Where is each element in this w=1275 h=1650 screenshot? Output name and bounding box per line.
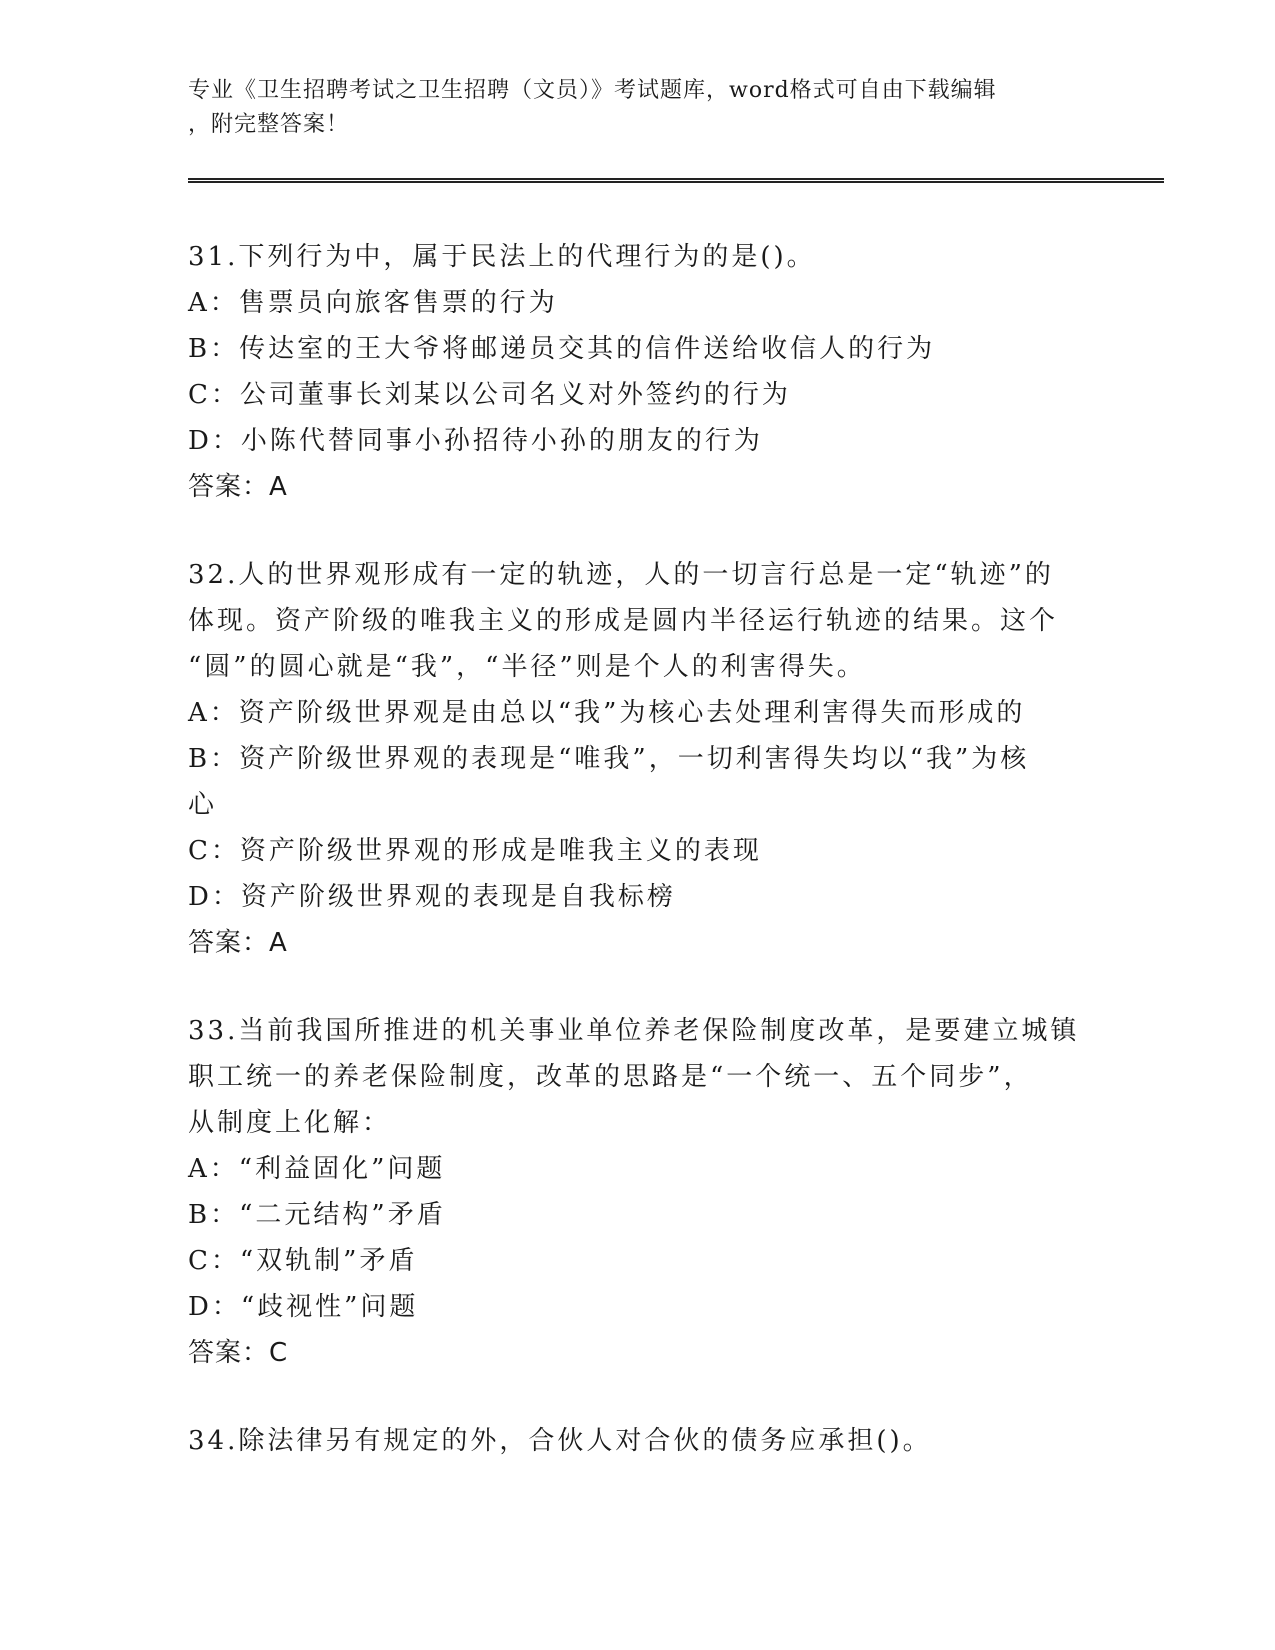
header-line-2: ，附完整答案！ xyxy=(188,112,350,137)
option-b: B：传达室的王大爷将邮递员交其的信件送给收信人的行为 xyxy=(188,334,936,364)
answer-line: 答案：A xyxy=(188,472,288,502)
question-32 xyxy=(188,552,1088,966)
option-c: C：公司董事长刘某以公司名义对外签约的行为 xyxy=(188,380,791,410)
question-stem: 职工统一的养老保险制度，改革的思路是“一个统一、五个同步”， xyxy=(188,1062,1033,1092)
question-stem: “圆”的圆心就是“我”，“半径”则是个人的利害得失。 xyxy=(188,652,866,682)
question-stem: 32.人的世界观形成有一定的轨迹，人的一切言行总是一定“轨迹”的 xyxy=(188,560,1054,590)
option-c: C：资产阶级世界观的形成是唯我主义的表现 xyxy=(188,836,762,866)
option-a: A：资产阶级世界观是由总以“我”为核心去处理利害得失而形成的 xyxy=(188,698,1026,728)
option-d: D：资产阶级世界观的表现是自我标榜 xyxy=(188,882,676,912)
question-stem: 体现。资产阶级的唯我主义的形成是圆内半径运行轨迹的结果。这个 xyxy=(188,606,1059,636)
question-33 xyxy=(188,1008,1088,1376)
answer-line: 答案：A xyxy=(188,928,288,958)
option-b-continued: 心 xyxy=(188,790,218,820)
option-a: A：“利益固化”问题 xyxy=(188,1154,446,1184)
question-31 xyxy=(188,234,1088,510)
header-line-1: 专业《卫生招聘考试之卫生招聘（文员）》考试题库，word格式可自由下载编辑 xyxy=(188,78,997,103)
option-d: D：小陈代替同事小孙招待小孙的朋友的行为 xyxy=(188,426,763,456)
question-34 xyxy=(188,1418,1088,1464)
question-stem: 33.当前我国所推进的机关事业单位养老保险制度改革，是要建立城镇 xyxy=(188,1016,1080,1046)
option-b: B：资产阶级世界观的表现是“唯我”，一切利害得失均以“我”为核 xyxy=(188,744,1030,774)
question-stem: 34.除法律另有规定的外，合伙人对合伙的债务应承担()。 xyxy=(188,1426,932,1456)
question-stem: 31.下列行为中，属于民法上的代理行为的是()。 xyxy=(188,242,816,272)
option-c: C：“双轨制”矛盾 xyxy=(188,1246,418,1276)
question-stem: 从制度上化解： xyxy=(188,1108,392,1138)
question-list xyxy=(188,234,1088,1506)
header-double-rule xyxy=(188,178,1164,183)
option-a: A：售票员向旅客售票的行为 xyxy=(188,288,558,318)
document-header xyxy=(188,74,1088,142)
option-d: D：“歧视性”问题 xyxy=(188,1292,419,1322)
answer-line: 答案：C xyxy=(188,1338,289,1368)
option-b: B：“二元结构”矛盾 xyxy=(188,1200,446,1230)
